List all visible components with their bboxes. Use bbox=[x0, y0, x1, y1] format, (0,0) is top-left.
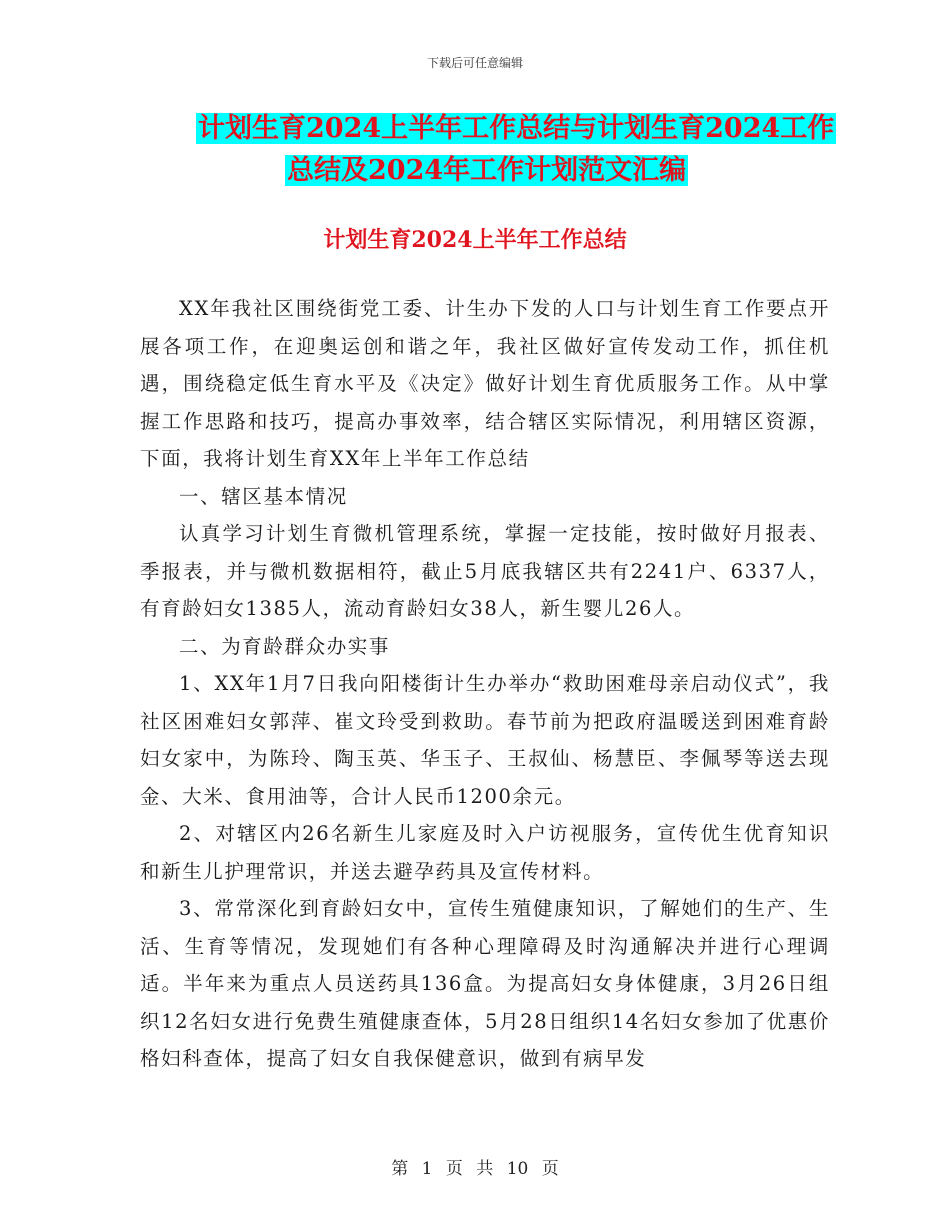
section-heading: 一、辖区基本情况 bbox=[179, 484, 348, 508]
paragraph: 1、XX年1月7日我向阳楼街计生办举办“救助困难母亲启动仪式”，我社区困难妇女郭萍、崔文玲受到救助。春节前为把政府温暖送到困难育龄妇女家中，为陈玲、陶玉英、华玉子、王叔仙、杨慧臣、李佩琴等送去现金、大米、食用油等，合计人民币1200余元。 bbox=[140, 672, 830, 808]
paragraph: XX年我社区围绕街党工委、计生办下发的人口与计划生育工作要点开展各项工作，在迎奥运创和谐之年，我社区做好宣传发动工作，抓住机遇，围绕稳定低生育水平及《决定》做好计划生育优质服务工作。从中掌握工作思路和技巧，提高办事效率，结合辖区实际情况，利用辖区资源，下面，我将计划生育XX年上半年工作总结 bbox=[140, 297, 830, 470]
section-title: 计划生育2024上半年工作总结 bbox=[323, 227, 627, 253]
document-body bbox=[140, 290, 830, 1078]
footer-page-unit: 页 bbox=[445, 1159, 463, 1179]
section-heading: 二、为育龄群众办实事 bbox=[179, 634, 391, 658]
footer-prefix: 第 bbox=[391, 1159, 409, 1179]
footer-total-unit: 页 bbox=[541, 1159, 559, 1179]
footer-total-prefix: 共 bbox=[476, 1159, 494, 1179]
paragraph: 3、常常深化到育龄妇女中，宣传生殖健康知识，了解她们的生产、生活、生育等情况，发现她们有各种心理障碍及时沟通解决并进行心理调适。半年来为重点人员送药具136盒。为提高妇女身体健康，3月26日组织12名妇女进行免费生殖健康查体，5月28日组织14名妇女参加了优惠价格妇科查体，提高了妇女自我保健意识，做到有病早发 bbox=[140, 897, 830, 1070]
paragraph: 认真学习计划生育微机管理系统，掌握一定技能，按时做好月报表、季报表，并与微机数据相符，截止5月底我辖区共有2241户、6337人，有育龄妇女1385人，流动育龄妇女38人，新生婴儿26人。 bbox=[140, 522, 830, 620]
header-note: 下载后可任意编辑 bbox=[426, 56, 523, 70]
total-pages: 10 bbox=[506, 1159, 529, 1179]
page-footer bbox=[0, 1154, 950, 1179]
page-number: 1 bbox=[421, 1159, 433, 1179]
title-line-2: 总结及2024年工作计划范文汇编 bbox=[287, 155, 687, 186]
title-line-1: 计划生育2024上半年工作总结与计划生育2024工作 bbox=[198, 113, 835, 144]
paragraph: 2、对辖区内26名新生儿家庭及时入户访视服务，宣传优生优育知识和新生儿护理常识，并送去避孕药具及宣传材料。 bbox=[140, 822, 830, 883]
